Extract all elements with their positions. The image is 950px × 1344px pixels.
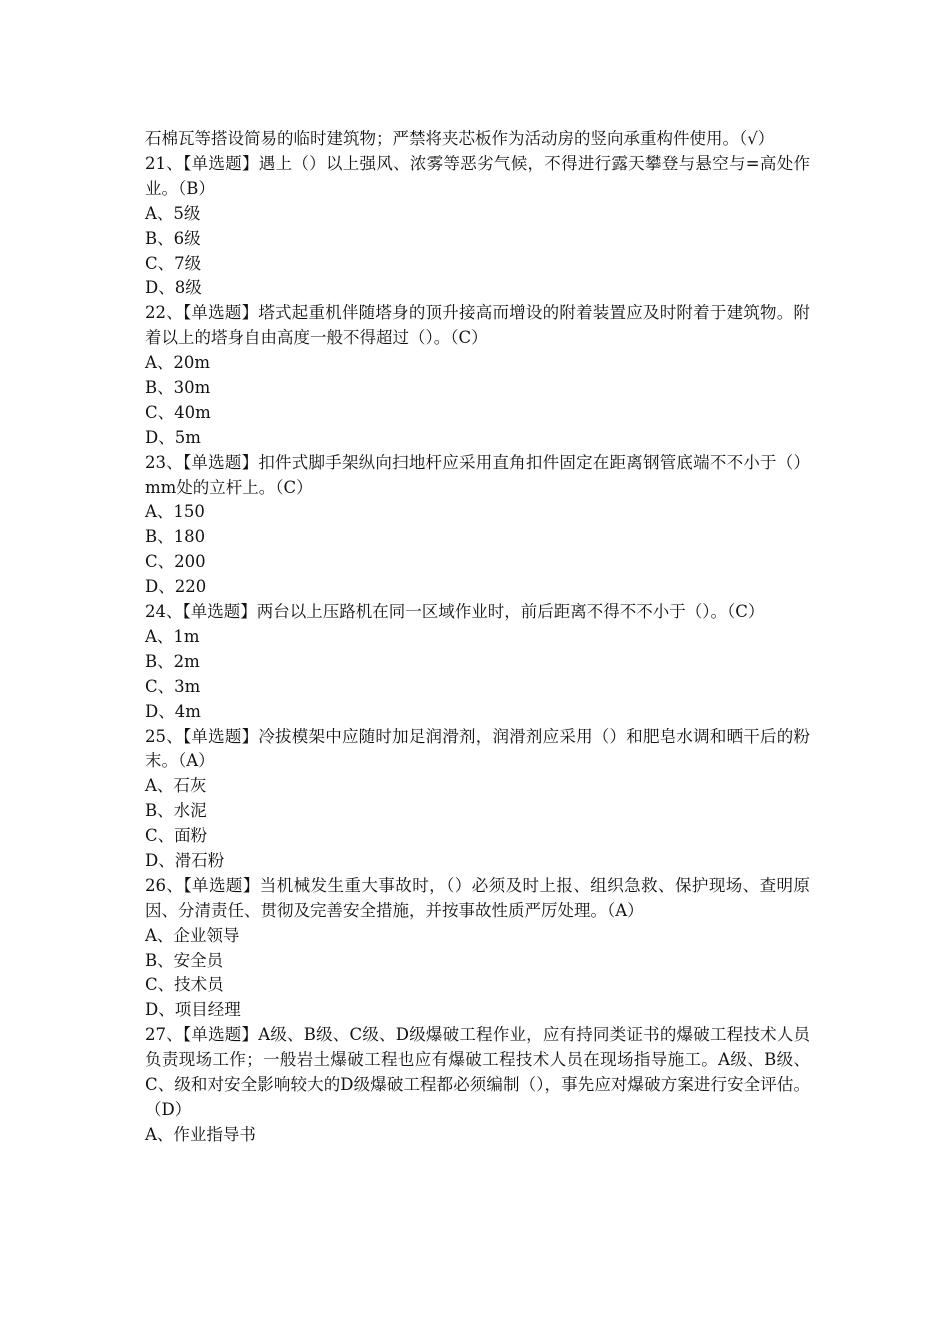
question-stem: 26、【单选题】当机械发生重大事故时，（）必须及时上报、组织急救、保护现场、查明原因、分清责任、贯彻及完善安全措施，并按事故性质严厉处理。（A）: [145, 875, 810, 920]
question-22: [145, 301, 810, 450]
question-stem: 21、【单选题】遇上（）以上强风、浓雾等恶劣气候，不得进行露天攀登与悬空与=高处作业。（B）: [145, 153, 810, 198]
option-c: C、面粉: [145, 826, 208, 846]
option-a: A、20m: [145, 353, 211, 373]
option-b: B、2m: [145, 651, 200, 671]
question-24: [145, 600, 810, 724]
option-b: B、安全员: [145, 950, 224, 970]
question-stem: 27、【单选题】A级、B级、C级、D级爆破工程作业，应有持同类证书的爆破工程技术人员负责现场工作；一般岩土爆破工程也应有爆破工程技术人员在现场指导施工。A级、B级、C、级和对安全影响较大的D级爆破工程都必须编制（），事先应对爆破方案进行安全评估。（D）: [145, 1025, 810, 1119]
option-d: D、项目经理: [145, 1000, 241, 1020]
question-stem: 25、【单选题】冷拔模架中应随时加足润滑剂，润滑剂应采用（）和肥皂水调和晒干后的粉末。（A）: [145, 726, 810, 771]
option-d: D、4m: [145, 701, 201, 721]
option-a: A、5级: [145, 203, 201, 223]
question-26: [145, 874, 810, 1023]
option-d: D、5m: [145, 427, 201, 447]
option-b: B、180: [145, 527, 206, 547]
option-a: A、150: [145, 502, 205, 522]
option-c: C、200: [145, 552, 206, 572]
option-a: A、石灰: [145, 776, 207, 796]
question-27: [145, 1023, 810, 1148]
question-25: [145, 725, 810, 874]
option-c: C、3m: [145, 676, 201, 696]
question-stem: 22、【单选题】塔式起重机伴随塔身的顶升接高而增设的附着装置应及时附着于建筑物。附着以上的塔身自由高度一般不得超过（）。（C）: [145, 303, 810, 348]
option-a: A、企业领导: [145, 925, 240, 945]
question-stem: 24、【单选题】两台以上压路机在同一区域作业时，前后距离不得不不小于（）。（C）: [145, 602, 765, 622]
intro-paragraph: 石棉瓦等搭设简易的临时建筑物；严禁将夹芯板作为活动房的竖向承重构件使用。（√）: [145, 129, 775, 148]
option-d: D、220: [145, 577, 207, 597]
question-23: [145, 451, 810, 600]
option-b: B、水泥: [145, 801, 207, 821]
option-b: B、6级: [145, 228, 201, 248]
option-b: B、30m: [145, 377, 211, 397]
question-21: [145, 152, 810, 301]
option-c: C、40m: [145, 402, 211, 422]
option-c: C、技术员: [145, 975, 224, 995]
option-c: C、7级: [145, 253, 202, 273]
option-a: A、1m: [145, 626, 200, 646]
document-page: [145, 127, 810, 1148]
option-d: D、滑石粉: [145, 850, 225, 870]
question-stem: 23、【单选题】扣件式脚手架纵向扫地杆应采用直角扣件固定在距离钢管底端不不小于（）mm处的立杆上。（C）: [145, 452, 810, 497]
option-d: D、8级: [145, 278, 202, 298]
option-a: A、作业指导书: [145, 1124, 256, 1144]
